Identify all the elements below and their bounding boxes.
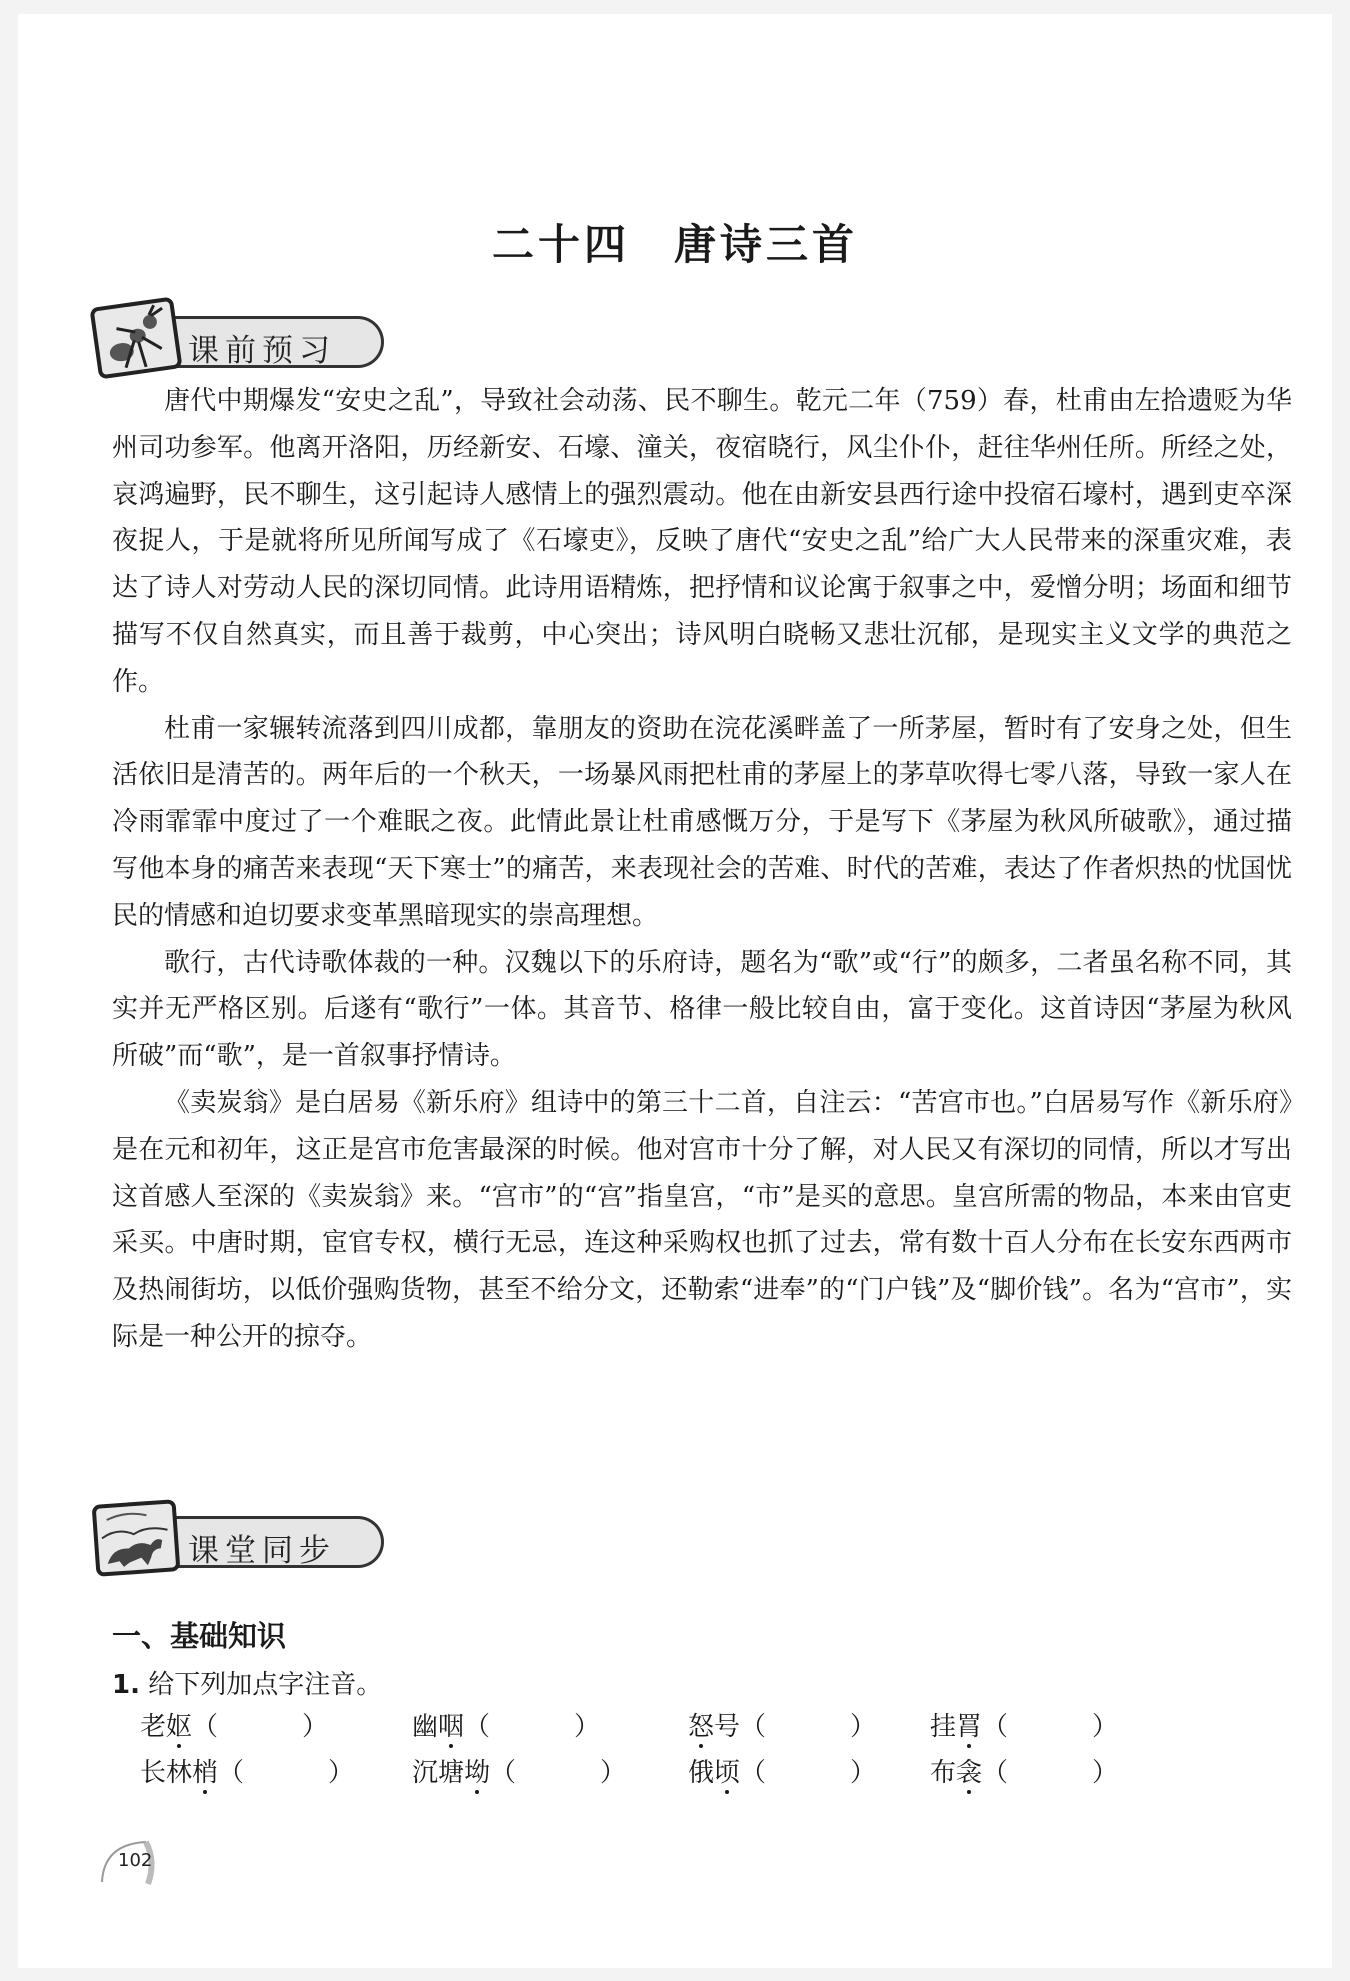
paragraph: 《卖炭翁》是白居易《新乐府》组诗中的第三十二首，自注云：“苦宫市也。”白居易写作《新乐府》是在元和初年，这正是宫市危害最深的时候。他对宫市十分了解，对人民又有深切的同情，所以才写出这首感人至深的《卖炭翁》来。“宫市”的“宫”指皇宫，“市”是买的意思。皇宫所需的物品，本来由官吏采买。中唐时期，宦官专权，横行无忌，连这种采购权也抓了过去，常有数十百人分布在长安东西两市及热闹街坊，以低价强购货物，甚至不给分文，还勒索“进奉”的“门户钱”及“脚价钱”。名为“宫市”，实际是一种公开的掠夺。	[112, 1087, 1292, 1352]
dotted-char: 怒	[688, 1712, 715, 1742]
pinyin-item: 布衾（ ）	[930, 1758, 1119, 1788]
section-header-preview	[94, 294, 394, 384]
preview-text	[112, 378, 1292, 1361]
pinyin-item: 俄顷（ ）	[688, 1758, 877, 1788]
question-number: 1.	[112, 1670, 140, 1700]
dotted-char: 梢	[192, 1758, 219, 1788]
question-1	[112, 1664, 382, 1701]
dotted-char: 衾	[956, 1758, 983, 1788]
page-number: 102	[118, 1850, 153, 1871]
dotted-char: 罥	[956, 1712, 983, 1742]
pinyin-item: 怒号（ ）	[688, 1712, 877, 1742]
question-text: 给下列加点字注音。	[148, 1670, 383, 1700]
dotted-char: 顷	[714, 1758, 741, 1788]
dotted-char: 咽	[438, 1712, 465, 1742]
pinyin-item: 幽咽（ ）	[412, 1712, 601, 1742]
paragraph: 歌行，古代诗歌体裁的一种。汉魏以下的乐府诗，题名为“歌”或“行”的颇多，二者虽名称不同，其实并无严格区别。后遂有“歌行”一体。其音节、格律一般比较自由，富于变化。这首诗因“茅屋为秋风所破”而“歌”，是一首叙事抒情诗。	[112, 947, 1292, 1072]
ant-icon	[89, 297, 182, 380]
dotted-char: 坳	[464, 1758, 491, 1788]
paragraph: 唐代中期爆发“安史之乱”，导致社会动荡、民不聊生。乾元二年（759）春，杜甫由左拾遗贬为华州司功参军。他离开洛阳，历经新安、石壕、潼关，夜宿晓行，风尘仆仆，赶往华州任所。所经之处，哀鸿遍野，民不聊生，这引起诗人感情上的强烈震动。他在由新安县西行途中投宿石壕村，遇到吏卒深夜捉人，于是就将所见所闻写成了《石壕吏》，反映了唐代“安史之乱”给广大人民带来的深重灾难，表达了诗人对劳动人民的深切同情。此诗用语精炼，把抒情和议论寓于叙事之中，爱憎分明；场面和细节描写不仅自然真实，而且善于裁剪，中心突出；诗风明白晓畅又悲壮沉郁，是现实主义文学的典范之作。	[112, 386, 1292, 697]
lesson-number: 二十四	[491, 220, 630, 269]
pinyin-item: 沉塘坳（ ）	[412, 1758, 627, 1788]
section-label-pill	[166, 316, 384, 368]
section-label-pill	[166, 1516, 384, 1568]
lesson-title	[18, 212, 1332, 272]
section-header-classroom	[94, 1494, 394, 1584]
dotted-char: 妪	[166, 1712, 193, 1742]
pinyin-item: 长林梢（ ）	[140, 1758, 355, 1788]
lesson-name: 唐诗三首	[674, 220, 859, 269]
document-page	[18, 14, 1332, 1968]
pinyin-item: 老妪（ ）	[140, 1712, 329, 1742]
dinosaur-icon	[92, 1499, 181, 1577]
subsection-heading: 一、基础知识	[112, 1619, 287, 1653]
paragraph: 杜甫一家辗转流落到四川成都，靠朋友的资助在浣花溪畔盖了一所茅屋，暂时有了安身之处，但生活依旧是清苦的。两年后的一个秋天，一场暴风雨把杜甫的茅屋上的茅草吹得七零八落，导致一家人在冷雨霏霏中度过了一个难眠之夜。此情此景让杜甫感慨万分，于是写下《茅屋为秋风所破歌》，通过描写他本身的痛苦来表现“天下寒士”的痛苦，来表现社会的苦难、时代的苦难，表达了作者炽热的忧国忧民的情感和迫切要求变革黑暗现实的崇高理想。	[112, 713, 1292, 931]
section-label: 课堂同步	[188, 1533, 336, 1569]
section-label: 课前预习	[188, 333, 336, 369]
pinyin-item: 挂罥（ ）	[930, 1712, 1119, 1742]
page-number-badge	[96, 1838, 166, 1888]
